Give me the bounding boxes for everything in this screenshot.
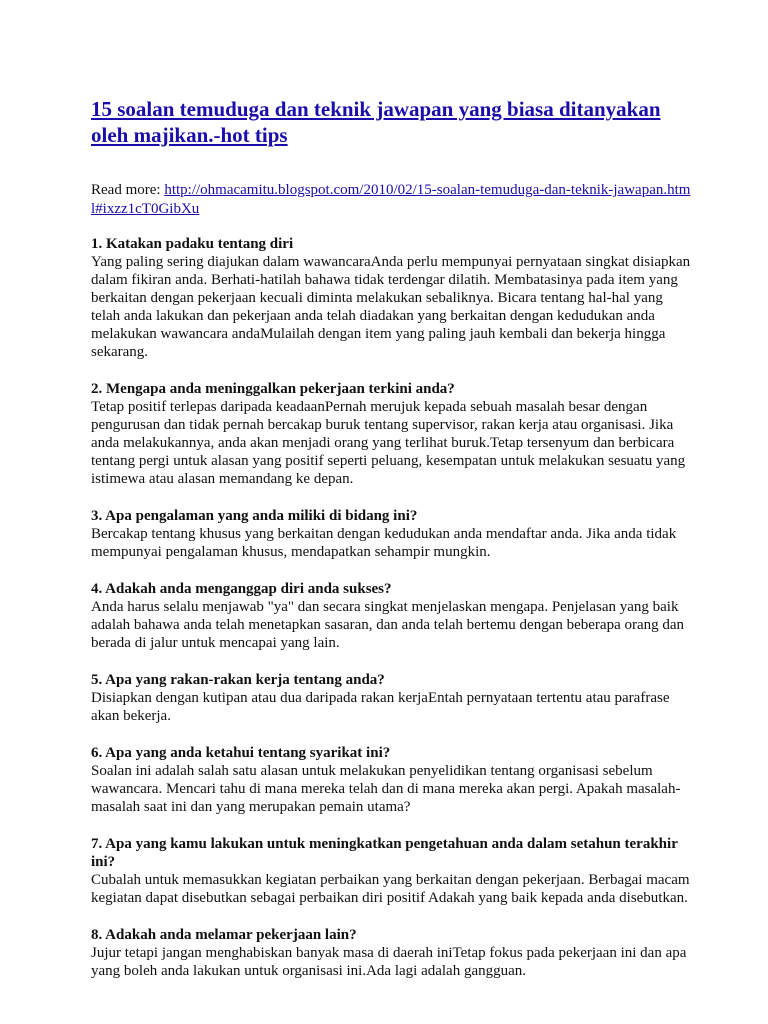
question-item-8 <box>91 926 691 980</box>
question-item-7 <box>91 835 691 907</box>
question-list <box>91 235 691 999</box>
answer-text: Cubalah untuk memasukkan kegiatan perbaikan yang berkaitan dengan pekerjaan. Berbagai macam kegiatan dapat disebutkan sebagai perbaikan diri positif Adakah yang baik kepada anda disebutkan. <box>91 872 690 906</box>
question-item-4 <box>91 580 691 652</box>
question-heading: 7. Apa yang kamu lakukan untuk meningkatkan pengetahuan anda dalam setahun terakhir ini? <box>91 836 678 870</box>
question-heading: 6. Apa yang anda ketahui tentang syarikat ini? <box>91 745 391 761</box>
question-heading: 5. Apa yang rakan-rakan kerja tentang anda? <box>91 672 385 688</box>
read-more-link[interactable]: http://ohmacamitu.blogspot.com/2010/02/15-soalan-temuduga-dan-teknik-jawapan.html#ixzz1cT0GibXu <box>91 182 691 217</box>
answer-text: Jujur tetapi jangan menghabiskan banyak masa di daerah iniTetap fokus pada pekerjaan ini dan apa yang boleh anda lakukan untuk organisasi ini.Ada lagi adalah gangguan. <box>91 945 687 979</box>
read-more-line <box>91 181 691 219</box>
title-link[interactable]: 15 soalan temuduga dan teknik jawapan yang biasa ditanyakan oleh majikan.-hot tips <box>91 97 661 147</box>
question-item-6 <box>91 744 691 816</box>
question-item-3 <box>91 507 691 561</box>
answer-text: Tetap positif terlepas daripada keadaanPernah merujuk kepada sebuah masalah besar dengan pengurusan dan tidak pernah bercakap buruk tentang supervisor, rakan kerja atau organisasi. Jika anda melakukannya, anda akan menjadi orang yang terlihat buruk.Tetap tersenyum dan berbicara tentang pergi untuk alasan yang positif seperti peluang, kesempatan untuk melakukan sesuatu yang istimewa atau alasan memandang ke depan. <box>91 399 686 487</box>
question-heading: 1. Katakan padaku tentang diri <box>91 236 294 252</box>
answer-text: Yang paling sering diajukan dalam wawancaraAnda perlu mempunyai pernyataan singkat disiapkan dalam fikiran anda. Berhati-hatilah bahawa tidak terdengar dilatih. Membatasinya pada item yang berkaitan dengan pekerjaan kecuali diminta melakukan sebaliknya. Bicara tentang hal-hal yang telah anda lakukan dan pekerjaan anda telah diadakan yang berkaitan dengan kedudukan anda melakukan wawancara andaMulailah dengan item yang paling jauh kembali dan bekerja hingga sekarang. <box>91 254 691 360</box>
question-heading: 8. Adakah anda melamar pekerjaan lain? <box>91 927 357 943</box>
answer-text: Anda harus selalu menjawab "ya" dan secara singkat menjelaskan mengapa. Penjelasan yang baik adalah bahawa anda telah menetapkan sasaran, dan anda telah bertemu dengan beberapa orang dan berada di jalur untuk mencapai yang lain. <box>91 599 685 651</box>
question-item-2 <box>91 380 691 488</box>
question-item-1 <box>91 235 691 361</box>
document-title <box>91 96 691 148</box>
question-heading: 3. Apa pengalaman yang anda miliki di bidang ini? <box>91 508 418 524</box>
answer-text: Bercakap tentang khusus yang berkaitan dengan kedudukan anda mendaftar anda. Jika anda tidak mempunyai pengalaman khusus, mendapatkan sehampir mungkin. <box>91 526 677 560</box>
read-more-label: Read more: <box>91 182 165 198</box>
question-heading: 4. Adakah anda menganggap diri anda sukses? <box>91 581 392 597</box>
answer-text: Disiapkan dengan kutipan atau dua daripada rakan kerjaEntah pernyataan tertentu atau parafrase akan bekerja. <box>91 690 670 724</box>
question-item-5 <box>91 671 691 725</box>
question-heading: 2. Mengapa anda meninggalkan pekerjaan terkini anda? <box>91 381 455 397</box>
answer-text: Soalan ini adalah salah satu alasan untuk melakukan penyelidikan tentang organisasi sebelum wawancara. Mencari tahu di mana mereka telah dan di mana mereka akan pergi. Apakah masalah-masalah saat ini dan yang merupakan pemain utama? <box>91 763 681 815</box>
